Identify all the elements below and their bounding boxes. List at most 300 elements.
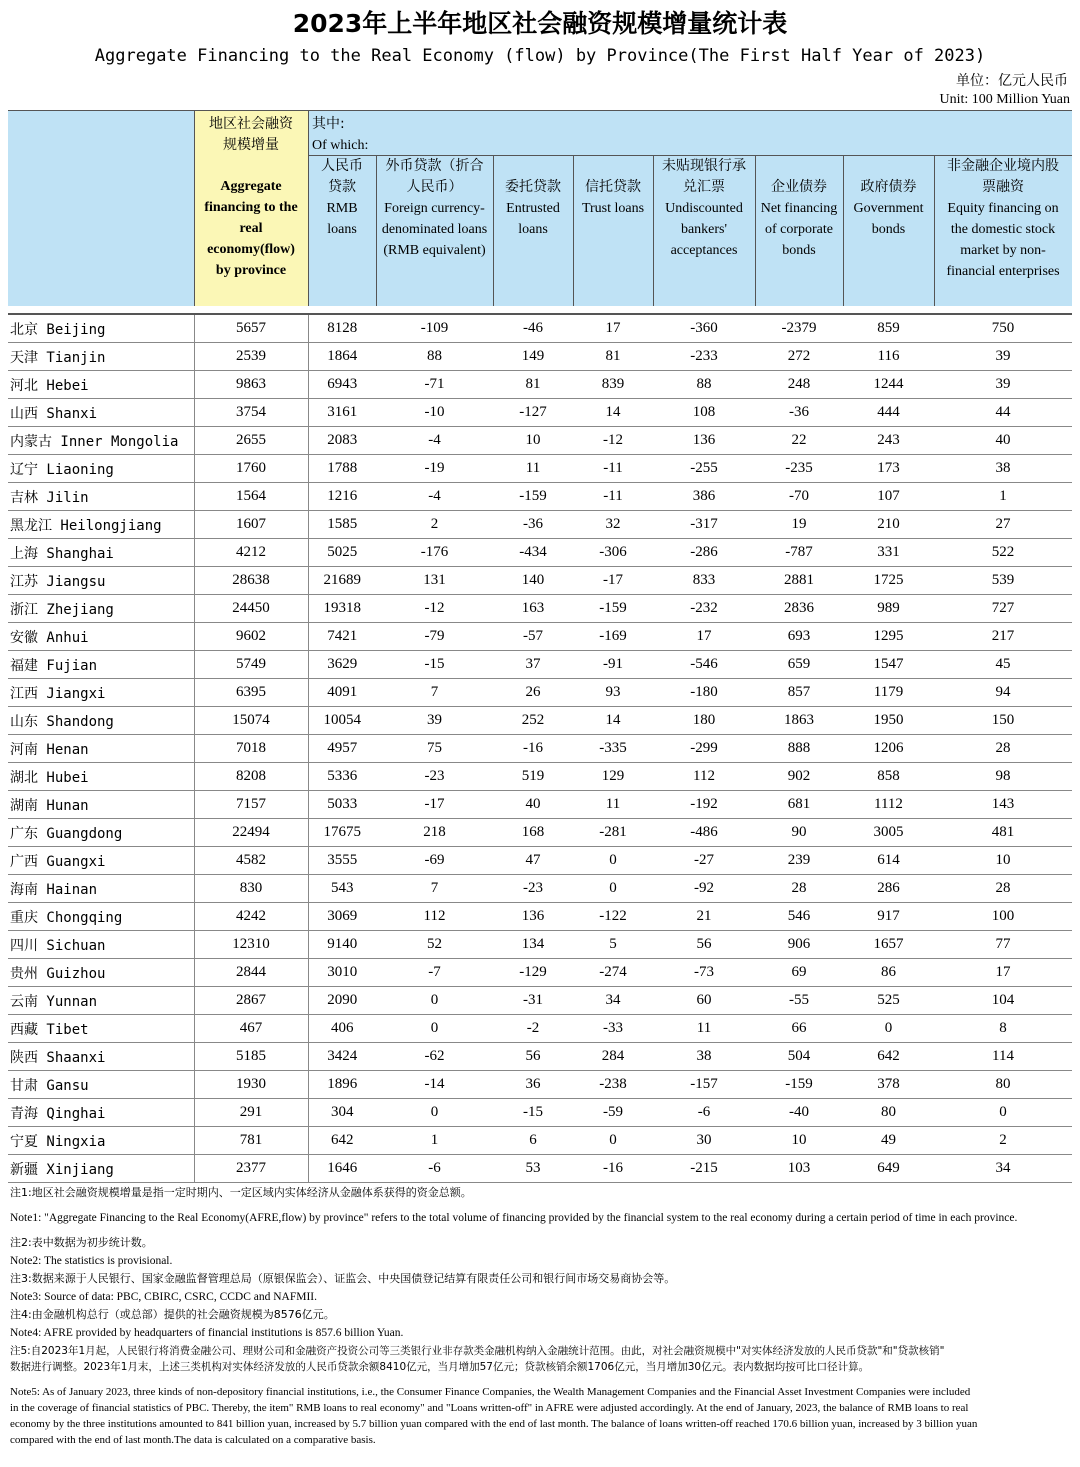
- note-1-en: Note1: "Aggregate Financing to the Real Economy(AFRE,flow) by province" refers to the total volume of financing provided by the financial system to the real economy during a certain period of time in each province.: [10, 1212, 1018, 1224]
- table-cell: 27: [934, 511, 1072, 539]
- table-cell: 34: [573, 987, 653, 1015]
- table-cell: 2844: [194, 959, 308, 987]
- table-cell: 1950: [843, 707, 934, 735]
- table-cell: 1788: [308, 455, 376, 483]
- table-cell: -62: [376, 1043, 493, 1071]
- table-cell: 210: [843, 511, 934, 539]
- table-cell: 11: [573, 791, 653, 819]
- table-cell: -92: [653, 875, 755, 903]
- table-cell: 7421: [308, 623, 376, 651]
- table-cell: 378: [843, 1071, 934, 1099]
- table-row: [8, 1099, 1072, 1127]
- note-2-cn: 注2:表中数据为初步统计数。: [10, 1236, 153, 1249]
- table-cell: 49: [843, 1127, 934, 1155]
- table-cell: -238: [573, 1071, 653, 1099]
- table-cell: -36: [493, 511, 573, 539]
- page-subtitle: Aggregate Financing to the Real Economy (flow) by Province(The First Half Year of 2023): [94, 46, 986, 66]
- table-cell: 32: [573, 511, 653, 539]
- table-cell: -159: [573, 595, 653, 623]
- province-name: 吉林 Jilin: [8, 483, 194, 511]
- table-row: [8, 735, 1072, 763]
- table-cell: -17: [573, 567, 653, 595]
- table-cell: -46: [493, 315, 573, 343]
- table-cell: 1547: [843, 651, 934, 679]
- notes-section: [10, 1185, 1070, 1448]
- province-name: 江西 Jiangxi: [8, 679, 194, 707]
- table-cell: 727: [934, 595, 1072, 623]
- table-cell: 81: [573, 343, 653, 371]
- table-header: [8, 110, 1072, 306]
- table-cell: 66: [755, 1015, 843, 1043]
- data-table: [8, 315, 1072, 1183]
- table-cell: -14: [376, 1071, 493, 1099]
- table-cell: 614: [843, 847, 934, 875]
- table-row: [8, 819, 1072, 847]
- table-cell: -10: [376, 399, 493, 427]
- table-cell: -434: [493, 539, 573, 567]
- table-cell: 642: [843, 1043, 934, 1071]
- note-4-cn: 注4:由金融机构总行（或总部）提供的社会融资规模为8576亿元。: [10, 1308, 335, 1321]
- table-cell: 218: [376, 819, 493, 847]
- col-header-equity-financing: 非金融企业境内股 票融资 Equity financing on the domestic stock market by non- financial enterprises: [946, 158, 1060, 279]
- table-cell: -4: [376, 427, 493, 455]
- table-cell: 0: [573, 875, 653, 903]
- table-cell: 22494: [194, 819, 308, 847]
- table-cell: -215: [653, 1155, 755, 1183]
- table-row: [8, 1127, 1072, 1155]
- table-cell: 28: [755, 875, 843, 903]
- table-cell: 5: [573, 931, 653, 959]
- table-cell: -109: [376, 315, 493, 343]
- province-name: 海南 Hainan: [8, 875, 194, 903]
- table-cell: 291: [194, 1099, 308, 1127]
- table-cell: -192: [653, 791, 755, 819]
- table-cell: -235: [755, 455, 843, 483]
- table-cell: 10: [755, 1127, 843, 1155]
- table-cell: 40: [934, 427, 1072, 455]
- table-cell: -15: [493, 1099, 573, 1127]
- table-cell: 1760: [194, 455, 308, 483]
- table-cell: -6: [653, 1099, 755, 1127]
- table-cell: 6: [493, 1127, 573, 1155]
- table-cell: 100: [934, 903, 1072, 931]
- table-cell: -19: [376, 455, 493, 483]
- table-cell: 44: [934, 399, 1072, 427]
- table-cell: 86: [843, 959, 934, 987]
- table-cell: 21689: [308, 567, 376, 595]
- table-cell: 75: [376, 735, 493, 763]
- table-cell: 917: [843, 903, 934, 931]
- table-cell: 525: [843, 987, 934, 1015]
- table-cell: 37: [493, 651, 573, 679]
- table-cell: 1864: [308, 343, 376, 371]
- table-cell: -127: [493, 399, 573, 427]
- table-cell: 2: [376, 511, 493, 539]
- table-cell: 14: [573, 399, 653, 427]
- table-cell: 11: [493, 455, 573, 483]
- table-cell: 2655: [194, 427, 308, 455]
- province-name: 重庆 Chongqing: [8, 903, 194, 931]
- table-cell: 857: [755, 679, 843, 707]
- table-row: [8, 1155, 1072, 1183]
- table-row: [8, 371, 1072, 399]
- table-cell: 0: [376, 987, 493, 1015]
- col-header-trust-loans: 信托贷款 Trust loans: [581, 179, 645, 216]
- table-cell: -23: [376, 763, 493, 791]
- table-cell: 22: [755, 427, 843, 455]
- province-name: 内蒙古 Inner Mongolia: [8, 427, 194, 455]
- table-cell: 3629: [308, 651, 376, 679]
- table-cell: -73: [653, 959, 755, 987]
- table-cell: -180: [653, 679, 755, 707]
- note-5-cn-1: 注5:自2023年1月起，人民银行将消费金融公司、理财公司和金融资产投资公司等三类银行业非存款类金融机构纳入金融统计范围。由此，对社会融资规模中"对实体经济发放的人民币贷款"和"贷款核销": [10, 1345, 945, 1357]
- table-row: [8, 847, 1072, 875]
- table-cell: 17: [653, 623, 755, 651]
- table-cell: 888: [755, 735, 843, 763]
- table-cell: 0: [934, 1099, 1072, 1127]
- table-cell: -281: [573, 819, 653, 847]
- table-cell: 1: [376, 1127, 493, 1155]
- table-cell: 989: [843, 595, 934, 623]
- table-cell: 1585: [308, 511, 376, 539]
- table-cell: 781: [194, 1127, 308, 1155]
- table-cell: 1607: [194, 511, 308, 539]
- table-cell: 681: [755, 791, 843, 819]
- table-cell: 56: [653, 931, 755, 959]
- table-cell: 4212: [194, 539, 308, 567]
- table-cell: 17675: [308, 819, 376, 847]
- table-cell: 98: [934, 763, 1072, 791]
- table-cell: 7: [376, 875, 493, 903]
- col-header-foreign-loans: 外币贷款（折合 人民币） Foreign currency- denominated loans (RMB equivalent): [381, 158, 488, 258]
- province-name: 黑龙江 Heilongjiang: [8, 511, 194, 539]
- table-cell: 2083: [308, 427, 376, 455]
- table-cell: 17: [573, 315, 653, 343]
- table-cell: 1646: [308, 1155, 376, 1183]
- table-row: [8, 679, 1072, 707]
- table-cell: -17: [376, 791, 493, 819]
- table-cell: 34: [934, 1155, 1072, 1183]
- table-cell: 30: [653, 1127, 755, 1155]
- table-cell: 858: [843, 763, 934, 791]
- col-header-rmb-loans: 人民币 贷款 RMB loans: [321, 158, 363, 237]
- province-name: 湖南 Hunan: [8, 791, 194, 819]
- table-cell: -6: [376, 1155, 493, 1183]
- province-name: 新疆 Xinjiang: [8, 1155, 194, 1183]
- table-cell: 4957: [308, 735, 376, 763]
- table-cell: 8208: [194, 763, 308, 791]
- table-cell: -159: [755, 1071, 843, 1099]
- table-cell: 173: [843, 455, 934, 483]
- table-cell: 5033: [308, 791, 376, 819]
- table-row: [8, 987, 1072, 1015]
- table-cell: 5749: [194, 651, 308, 679]
- table-cell: 116: [843, 343, 934, 371]
- table-cell: 649: [843, 1155, 934, 1183]
- page-title: 2023年上半年地区社会融资规模增量统计表: [292, 9, 788, 38]
- province-name: 河北 Hebei: [8, 371, 194, 399]
- table-cell: 19: [755, 511, 843, 539]
- table-row: [8, 959, 1072, 987]
- table-cell: 60: [653, 987, 755, 1015]
- province-name: 浙江 Zhejiang: [8, 595, 194, 623]
- table-cell: 28638: [194, 567, 308, 595]
- table-cell: 5025: [308, 539, 376, 567]
- table-cell: 0: [573, 1127, 653, 1155]
- table-row: [8, 763, 1072, 791]
- table-cell: 131: [376, 567, 493, 595]
- table-cell: 2867: [194, 987, 308, 1015]
- table-cell: -255: [653, 455, 755, 483]
- table-cell: -317: [653, 511, 755, 539]
- table-cell: -169: [573, 623, 653, 651]
- col-header-corporate-bonds: 企业债券 Net financing of corporate bonds: [760, 179, 838, 258]
- table-cell: 1: [934, 483, 1072, 511]
- table-cell: 112: [653, 763, 755, 791]
- table-row: [8, 903, 1072, 931]
- table-row: [8, 707, 1072, 735]
- table-cell: 504: [755, 1043, 843, 1071]
- table-cell: 543: [308, 875, 376, 903]
- table-cell: 39: [376, 707, 493, 735]
- table-cell: 467: [194, 1015, 308, 1043]
- province-name: 广西 Guangxi: [8, 847, 194, 875]
- table-cell: 94: [934, 679, 1072, 707]
- table-cell: 12310: [194, 931, 308, 959]
- table-cell: -70: [755, 483, 843, 511]
- province-name: 甘肃 Gansu: [8, 1071, 194, 1099]
- note-5-en-3: economy by the three institutions amounted to 841 billion yuan, increased by 5.7 billion yuan compared with the end of last month. The balance of loans written-off reached 170.6 billion yuan, increased by 3 billion yuan: [10, 1418, 978, 1430]
- table-row: [8, 1043, 1072, 1071]
- table-cell: -40: [755, 1099, 843, 1127]
- table-cell: -299: [653, 735, 755, 763]
- table-cell: 39: [934, 343, 1072, 371]
- table-cell: -16: [493, 735, 573, 763]
- table-cell: 38: [653, 1043, 755, 1071]
- table-row: [8, 595, 1072, 623]
- table-row: [8, 427, 1072, 455]
- table-cell: 3069: [308, 903, 376, 931]
- table-cell: -11: [573, 455, 653, 483]
- table-cell: 53: [493, 1155, 573, 1183]
- table-cell: 1112: [843, 791, 934, 819]
- table-cell: 1216: [308, 483, 376, 511]
- province-name: 辽宁 Liaoning: [8, 455, 194, 483]
- table-row: [8, 875, 1072, 903]
- table-cell: 2090: [308, 987, 376, 1015]
- table-cell: 114: [934, 1043, 1072, 1071]
- table-cell: 481: [934, 819, 1072, 847]
- table-row: [8, 399, 1072, 427]
- table-row: [8, 567, 1072, 595]
- table-cell: 1930: [194, 1071, 308, 1099]
- unit-label-en: Unit: 100 Million Yuan: [939, 92, 1070, 107]
- table-cell: 108: [653, 399, 755, 427]
- table-cell: 3424: [308, 1043, 376, 1071]
- table-cell: -15: [376, 651, 493, 679]
- province-name: 北京 Beijing: [8, 315, 194, 343]
- table-cell: -232: [653, 595, 755, 623]
- table-cell: -12: [573, 427, 653, 455]
- table-cell: 902: [755, 763, 843, 791]
- table-cell: 129: [573, 763, 653, 791]
- table-cell: -7: [376, 959, 493, 987]
- table-cell: -233: [653, 343, 755, 371]
- table-cell: 28: [934, 875, 1072, 903]
- table-row: [8, 343, 1072, 371]
- province-name: 山西 Shanxi: [8, 399, 194, 427]
- table-cell: -2379: [755, 315, 843, 343]
- table-cell: -12: [376, 595, 493, 623]
- province-name: 西藏 Tibet: [8, 1015, 194, 1043]
- note-5-cn-2: 数据进行调整。2023年1月末，上述三类机构对实体经济发放的人民币贷款余额8410亿元，当月增加57亿元；贷款核销余额1706亿元，当月增加30亿元。表内数据均按可比口径计算。: [10, 1361, 870, 1373]
- note-4-en: Note4: AFRE provided by headquarters of financial institutions is 857.6 billion Yuan.: [10, 1327, 404, 1339]
- table-cell: 3010: [308, 959, 376, 987]
- table-cell: 331: [843, 539, 934, 567]
- table-cell: 136: [493, 903, 573, 931]
- table-cell: 1725: [843, 567, 934, 595]
- table-row: [8, 651, 1072, 679]
- table-cell: -69: [376, 847, 493, 875]
- table-cell: -11: [573, 483, 653, 511]
- province-name: 山东 Shandong: [8, 707, 194, 735]
- province-name: 安徽 Anhui: [8, 623, 194, 651]
- table-cell: 386: [653, 483, 755, 511]
- table-cell: -59: [573, 1099, 653, 1127]
- province-name: 四川 Sichuan: [8, 931, 194, 959]
- note-5-en-2: in the coverage of financial statistics of PBC. Thereby, the item" RMB loans to real economy" and "Loans written-off" in AFRE were adjusted accordingly. At the end of January, 2023, the balance of RMB loans to real: [10, 1402, 969, 1414]
- table-cell: 1896: [308, 1071, 376, 1099]
- table-cell: 539: [934, 567, 1072, 595]
- table-cell: 4091: [308, 679, 376, 707]
- table-cell: 0: [376, 1015, 493, 1043]
- table-cell: 168: [493, 819, 573, 847]
- province-name: 江苏 Jiangsu: [8, 567, 194, 595]
- table-row: [8, 1015, 1072, 1043]
- table-cell: 304: [308, 1099, 376, 1127]
- table-row: [8, 539, 1072, 567]
- province-name: 福建 Fujian: [8, 651, 194, 679]
- table-cell: 77: [934, 931, 1072, 959]
- table-cell: -306: [573, 539, 653, 567]
- table-cell: -31: [493, 987, 573, 1015]
- table-cell: 36: [493, 1071, 573, 1099]
- table-cell: 0: [573, 847, 653, 875]
- table-cell: 9602: [194, 623, 308, 651]
- table-cell: 143: [934, 791, 1072, 819]
- table-row: [8, 483, 1072, 511]
- table-cell: -335: [573, 735, 653, 763]
- note-3-cn: 注3:数据来源于人民银行、国家金融监督管理总局（原银保监会）、证监会、中央国债登记结算有限责任公司和银行间市场交易商协会等。: [10, 1272, 676, 1285]
- table-cell: 286: [843, 875, 934, 903]
- table-cell: 272: [755, 343, 843, 371]
- table-cell: 150: [934, 707, 1072, 735]
- table-cell: 10: [493, 427, 573, 455]
- table-cell: 0: [843, 1015, 934, 1043]
- province-name: 宁夏 Ningxia: [8, 1127, 194, 1155]
- table-cell: 7157: [194, 791, 308, 819]
- table-cell: -36: [755, 399, 843, 427]
- table-cell: 24450: [194, 595, 308, 623]
- table-cell: -157: [653, 1071, 755, 1099]
- table-cell: 180: [653, 707, 755, 735]
- table-cell: -546: [653, 651, 755, 679]
- table-cell: 11: [653, 1015, 755, 1043]
- table-cell: 522: [934, 539, 1072, 567]
- note-2-en: Note2: The statistics is provisional.: [10, 1255, 173, 1267]
- note-3-en: Note3: Source of data: PBC, CBIRC, CSRC, CCDC and NAFMII.: [10, 1291, 318, 1303]
- province-name: 湖北 Hubei: [8, 763, 194, 791]
- table-cell: 1295: [843, 623, 934, 651]
- table-cell: 8128: [308, 315, 376, 343]
- table-cell: 47: [493, 847, 573, 875]
- table-cell: 1206: [843, 735, 934, 763]
- province-name: 贵州 Guizhou: [8, 959, 194, 987]
- table-cell: 1657: [843, 931, 934, 959]
- table-cell: -360: [653, 315, 755, 343]
- table-row: [8, 315, 1072, 343]
- table-cell: 659: [755, 651, 843, 679]
- table-cell: 38: [934, 455, 1072, 483]
- afre-header: 地区社会融资 规模增量 Aggregate financing to the real economy(flow) by province: [204, 116, 298, 278]
- table-cell: 104: [934, 987, 1072, 1015]
- table-cell: 839: [573, 371, 653, 399]
- table-cell: 4582: [194, 847, 308, 875]
- table-cell: 140: [493, 567, 573, 595]
- table-cell: -286: [653, 539, 755, 567]
- table-cell: -16: [573, 1155, 653, 1183]
- table-cell: -2: [493, 1015, 573, 1043]
- table-cell: 830: [194, 875, 308, 903]
- table-cell: 2881: [755, 567, 843, 595]
- table-cell: 19318: [308, 595, 376, 623]
- col-header-undiscounted-acceptances: 未贴现银行承 兑汇票 Undiscounted bankers' acceptances: [662, 158, 746, 258]
- table-cell: 3555: [308, 847, 376, 875]
- table-cell: 14: [573, 707, 653, 735]
- table-cell: 3754: [194, 399, 308, 427]
- table-cell: 93: [573, 679, 653, 707]
- table-cell: 750: [934, 315, 1072, 343]
- table-cell: 9140: [308, 931, 376, 959]
- table-cell: 859: [843, 315, 934, 343]
- table-cell: 2: [934, 1127, 1072, 1155]
- table-cell: 45: [934, 651, 1072, 679]
- table-cell: 8: [934, 1015, 1072, 1043]
- col-header-entrusted-loans: 委托贷款 Entrusted loans: [505, 179, 561, 237]
- table-cell: -129: [493, 959, 573, 987]
- table-cell: 5185: [194, 1043, 308, 1071]
- table-cell: 248: [755, 371, 843, 399]
- table-cell: 444: [843, 399, 934, 427]
- table-cell: 112: [376, 903, 493, 931]
- table-cell: 5336: [308, 763, 376, 791]
- table-cell: 107: [843, 483, 934, 511]
- table-cell: 40: [493, 791, 573, 819]
- province-name: 云南 Yunnan: [8, 987, 194, 1015]
- table-cell: 88: [653, 371, 755, 399]
- table-cell: 56: [493, 1043, 573, 1071]
- table-cell: 519: [493, 763, 573, 791]
- table-cell: 1863: [755, 707, 843, 735]
- table-cell: 2539: [194, 343, 308, 371]
- table-cell: 10: [934, 847, 1072, 875]
- table-cell: 3005: [843, 819, 934, 847]
- table-row: [8, 791, 1072, 819]
- table-cell: 9863: [194, 371, 308, 399]
- table-cell: -27: [653, 847, 755, 875]
- table-cell: 1564: [194, 483, 308, 511]
- note-5-en-4: compared with the end of last month.The data is calculated on a comparative basis.: [10, 1434, 376, 1446]
